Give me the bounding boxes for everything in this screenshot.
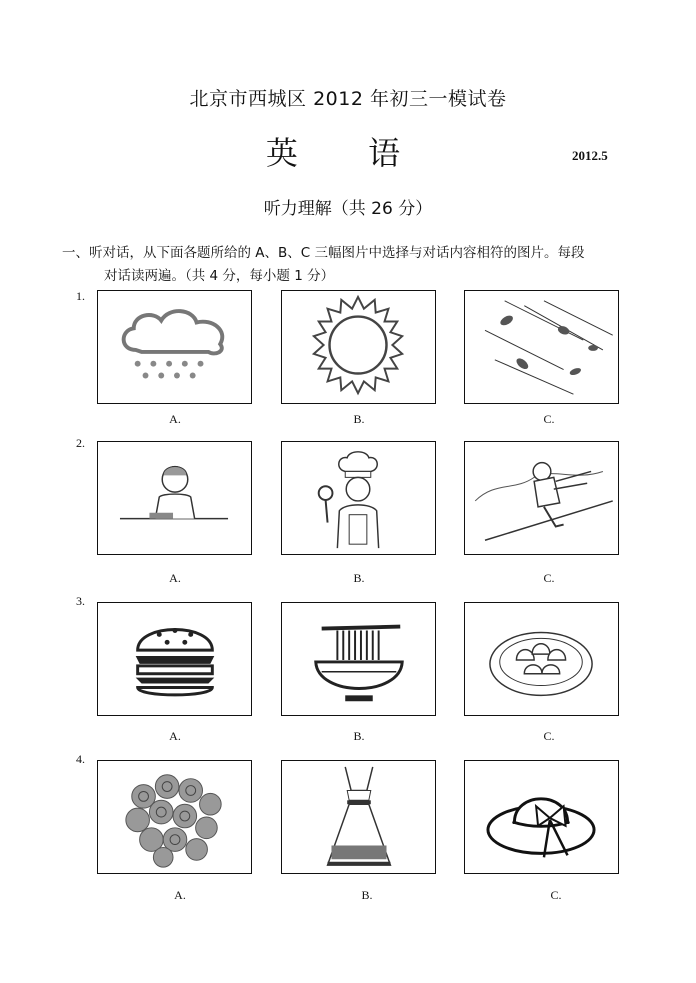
option-label: A. — [169, 729, 181, 743]
option-label: B. — [353, 571, 365, 585]
hat-icon — [465, 761, 618, 873]
option-image-box[interactable] — [464, 441, 619, 555]
option-label: A. — [174, 888, 186, 902]
question-number: 1. — [76, 289, 85, 303]
writer-at-desk-icon — [98, 442, 251, 554]
option-image-box[interactable] — [97, 760, 252, 874]
option-image-box[interactable] — [281, 441, 436, 555]
subject-title: 英 语 — [265, 134, 431, 172]
exam-date: 2012.5 — [572, 148, 608, 163]
exam-title: 北京市西城区 2012 年初三一模试卷 — [189, 88, 507, 110]
instruction-line-2: 对话读两遍。（共 4 分，每小题 1 分） — [104, 268, 335, 284]
option-label: B. — [353, 412, 365, 426]
option-label: B. — [353, 729, 365, 743]
option-label: B. — [361, 888, 373, 902]
question-number: 3. — [76, 594, 85, 608]
question-number: 2. — [76, 436, 85, 450]
option-label: C. — [550, 888, 562, 902]
chef-icon — [282, 442, 435, 554]
question-number: 4. — [76, 752, 85, 766]
roses-icon — [98, 761, 251, 873]
dress-icon — [282, 761, 435, 873]
option-image-box[interactable] — [281, 290, 436, 404]
windy-leaves-icon — [465, 291, 618, 403]
option-image-box[interactable] — [97, 441, 252, 555]
option-image-box[interactable] — [97, 290, 252, 404]
instruction-line-1: 一、听对话，从下面各题所给的 A、B、C 三幅图片中选择与对话内容相符的图片。每段 — [62, 245, 585, 261]
skier-icon — [465, 442, 618, 554]
dumplings-icon — [465, 603, 618, 715]
noodles-icon — [282, 603, 435, 715]
option-image-box[interactable] — [281, 760, 436, 874]
option-image-box[interactable] — [464, 760, 619, 874]
option-image-box[interactable] — [281, 602, 436, 716]
option-image-box[interactable] — [464, 602, 619, 716]
section-title: 听力理解（共 26 分） — [263, 199, 433, 219]
option-label: A. — [169, 412, 181, 426]
option-label: C. — [543, 571, 555, 585]
option-label: A. — [169, 571, 181, 585]
sun-icon — [282, 291, 435, 403]
option-image-box[interactable] — [97, 602, 252, 716]
option-label: C. — [543, 412, 555, 426]
hamburger-icon — [98, 603, 251, 715]
option-label: C. — [543, 729, 555, 743]
rain-cloud-icon — [98, 291, 251, 403]
option-image-box[interactable] — [464, 290, 619, 404]
